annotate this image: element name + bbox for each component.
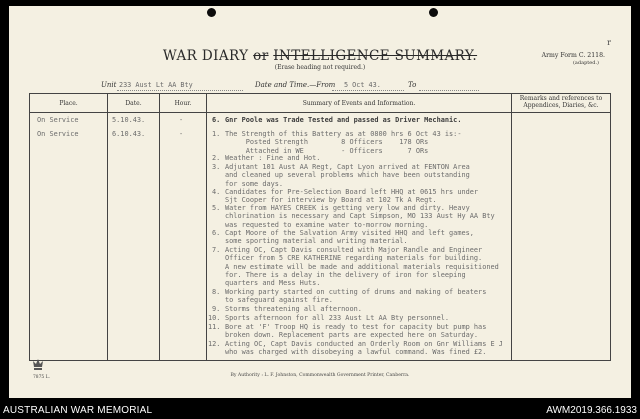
- entry-num: 6.: [212, 229, 221, 237]
- entry-text: Weather : Fine and Hot.: [225, 154, 321, 162]
- entry-text: Capt Moore of the Salvation Army visited HHQ and left games, some sporting material and writing material.: [225, 229, 474, 246]
- col-header-date: Date.: [125, 100, 142, 107]
- unit-label: Unit: [101, 81, 117, 89]
- row-2-date: 6.10.43.: [112, 130, 146, 138]
- row-1-hour: -: [179, 116, 184, 124]
- date-label: Date and Time.—From: [255, 81, 336, 89]
- row-2-place: On Service: [37, 130, 79, 138]
- entry-text: Storms threatening all afternoon.: [225, 305, 362, 313]
- entry-text: Sports afternoon for all 233 Aust Lt AA Bty personnel.: [225, 314, 450, 322]
- row-1-place: On Service: [37, 116, 79, 124]
- entry-text: Acting OC, Capt Davis consulted with Major Randle and Engineer Officer from 5 CRE KATHERINE regarding materials for building. A new estimate will be made and additional materials requisitioned for. There is a delay in the delivery of iron for sleeping quarters and Mess Huts.: [225, 246, 499, 288]
- entry-text: Adjutant 101 Aust AA Regt, Capt Lyon arrived at FENTON Area and cleaned up several problems which have been outstanding for some days.: [225, 163, 470, 188]
- entry-num: 2.: [212, 154, 221, 162]
- entry-num: 5.: [212, 204, 221, 212]
- entry-text: Bore at 'F' Troop HQ is ready to test for capacity but pump has broken down. Replacement parts are expected here on Saturday.: [225, 323, 487, 340]
- entry-num: 11.: [208, 323, 221, 331]
- diary-sheet: [9, 6, 631, 398]
- col-header-remarks: Remarks and references to Appendices, Diaries, &c.: [519, 95, 603, 109]
- entry-num: 4.: [212, 188, 221, 196]
- corner-mark: r: [607, 38, 611, 47]
- title-war-diary: WAR DIARY: [162, 48, 249, 64]
- entry-num: 7.: [212, 246, 221, 254]
- title-or: or: [253, 48, 269, 64]
- entry-num: 3.: [212, 163, 221, 171]
- page-title: [9, 48, 631, 64]
- entry-text: Working party started on cutting of drums and making of beaters to safeguard against fire.: [225, 288, 487, 305]
- entry-num: 6.: [212, 116, 221, 124]
- col-header-hour: Hour.: [174, 100, 192, 107]
- entry-text: Gnr Poole was Trade Tested and passed as Driver Mechanic.: [225, 116, 462, 124]
- printer-authority: By Authority : L. F. Johnston, Commonwealth Government Printer, Canberra.: [230, 373, 410, 378]
- entry-text: Acting OC, Capt Davis conducted an Orderly Room on Gnr Williams E J who was charged with disobeying a lawful command. Was fined £2.: [225, 340, 503, 357]
- date-to-label: To: [408, 81, 417, 89]
- entry-num: 9.: [212, 305, 221, 313]
- entry-text: The Strength of this Battery as at 0800 hrs 6 Oct 43 is:- Posted Strength 8 Officers 178 ORs Attached in WE - Officers 7 ORs: [225, 130, 462, 155]
- col-header-place: Place.: [59, 100, 78, 107]
- punch-hole-left: [207, 8, 216, 17]
- row-2-hour: -: [179, 130, 184, 138]
- entry-num: 10.: [208, 314, 221, 322]
- entry-num: 1.: [212, 130, 221, 138]
- date-from-value: 5 Oct 43.: [344, 81, 381, 89]
- entry-num: 8.: [212, 288, 221, 296]
- form-code: 7875 L.: [33, 375, 50, 380]
- entry-num: 12.: [208, 340, 221, 348]
- archive-accession-number: AWM2019.366.1933: [546, 405, 637, 416]
- unit-value: 233 Aust Lt AA Bty: [119, 81, 193, 89]
- form-adapted: (adapted.): [572, 60, 599, 66]
- punch-hole-right: [429, 8, 438, 17]
- entry-text: Candidates for Pre-Selection Board left HHQ at 0615 hrs under Sjt Cooper for interview by Board at 102 Tk A Regt.: [225, 188, 479, 205]
- title-intelligence-summary: INTELLIGENCE SUMMARY.: [273, 48, 478, 64]
- form-number: Army Form C. 2118.: [541, 52, 605, 59]
- crown-emblem-icon: [31, 356, 45, 372]
- col-header-summary: Summary of Events and Information.: [302, 100, 416, 107]
- page-subtitle: (Erase heading not required.): [274, 64, 366, 71]
- entry-text: Water from HAYES CREEK is getting very low and dirty. Heavy chlorination is necessary and Capt Simpson, MO 133 Aust Hy AA Bty was requested to examine water to-morrow morning.: [225, 204, 495, 229]
- archive-caption: AUSTRALIAN WAR MEMORIAL: [3, 405, 153, 416]
- row-1-date: 5.10.43.: [112, 116, 146, 124]
